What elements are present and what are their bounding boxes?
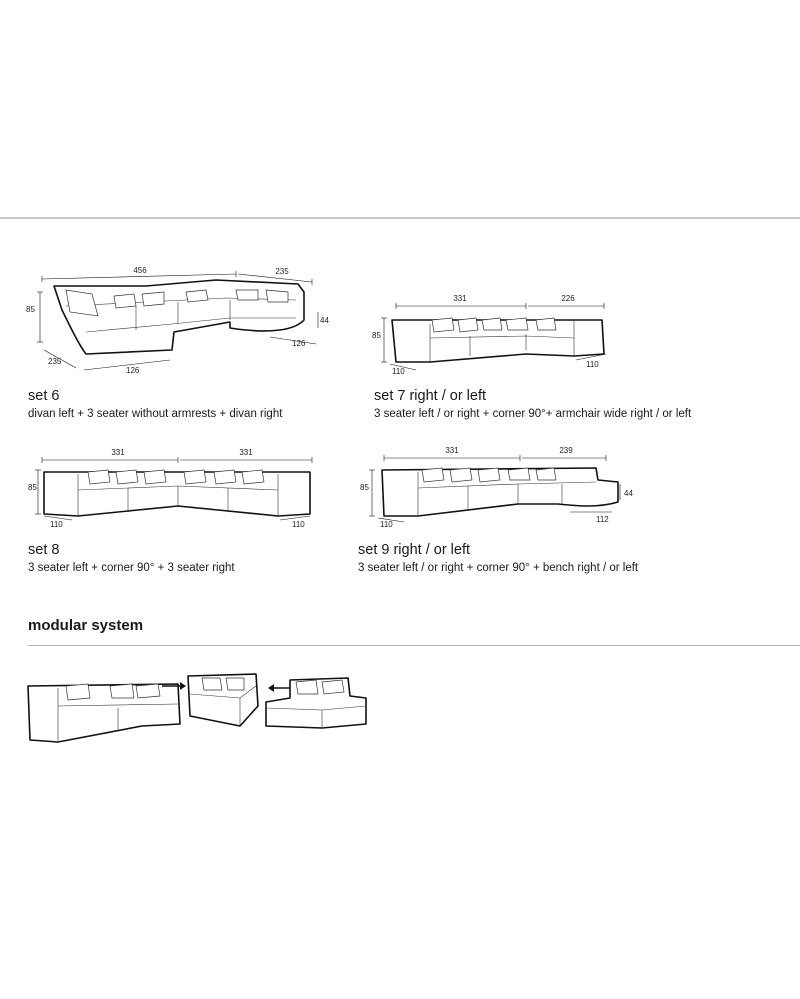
- module-3-seater: [28, 684, 180, 742]
- set8-dim-331-right: 331: [239, 448, 253, 457]
- set-8-drawing: [28, 444, 328, 534]
- set-6-drawing: [26, 262, 346, 382]
- set7-dim-110-left: 110: [392, 367, 405, 376]
- set8-dim-85: 85: [28, 483, 37, 492]
- set9-dim-110: 110: [380, 520, 393, 529]
- set6-dim-126: 126: [126, 366, 140, 375]
- module-bench: [266, 678, 366, 728]
- set-8-title: set 8: [28, 542, 60, 558]
- set-9-title: set 9 right / or left: [358, 542, 471, 558]
- set7-dim-85: 85: [372, 331, 381, 340]
- set-9-description: 3 seater left / or right + corner 90° + bench right / or left: [358, 562, 639, 574]
- set6-dim-235-depth: 235: [48, 357, 62, 366]
- set7-dim-226: 226: [561, 294, 575, 303]
- set-6-title: set 6: [28, 388, 60, 404]
- set9-dim-44: 44: [624, 489, 633, 498]
- modular-diagram: [22, 668, 372, 748]
- set9-dim-239: 239: [559, 446, 573, 455]
- set-6-description: divan left + 3 seater without armrests + divan right: [28, 408, 283, 420]
- set6-dim-126-right: 126: [292, 339, 306, 348]
- set6-dim-235: 235: [275, 267, 289, 276]
- set9-dim-85: 85: [360, 483, 369, 492]
- set-8-description: 3 seater left + corner 90° + 3 seater right: [28, 562, 235, 574]
- set8-dim-110-left: 110: [50, 520, 63, 529]
- set6-dim-44: 44: [320, 316, 329, 325]
- modular-system-heading: modular system: [28, 617, 144, 634]
- set-9-drawing: [358, 442, 648, 534]
- set-7-description: 3 seater left / or right + corner 90°+ armchair wide right / or left: [374, 408, 692, 420]
- modular-divider: [28, 645, 800, 646]
- module-corner: [188, 674, 258, 726]
- set8-dim-331-left: 331: [111, 448, 125, 457]
- top-divider: [0, 217, 800, 219]
- set-7-title: set 7 right / or left: [374, 388, 487, 404]
- set6-dim-456: 456: [133, 266, 147, 275]
- set9-dim-331: 331: [445, 446, 459, 455]
- set-7-drawing: [370, 290, 620, 375]
- set8-dim-110-right: 110: [292, 520, 305, 529]
- set9-dim-112: 112: [596, 515, 609, 524]
- set7-dim-110-right: 110: [586, 360, 599, 369]
- set6-dim-85: 85: [26, 305, 35, 314]
- set7-dim-331: 331: [453, 294, 467, 303]
